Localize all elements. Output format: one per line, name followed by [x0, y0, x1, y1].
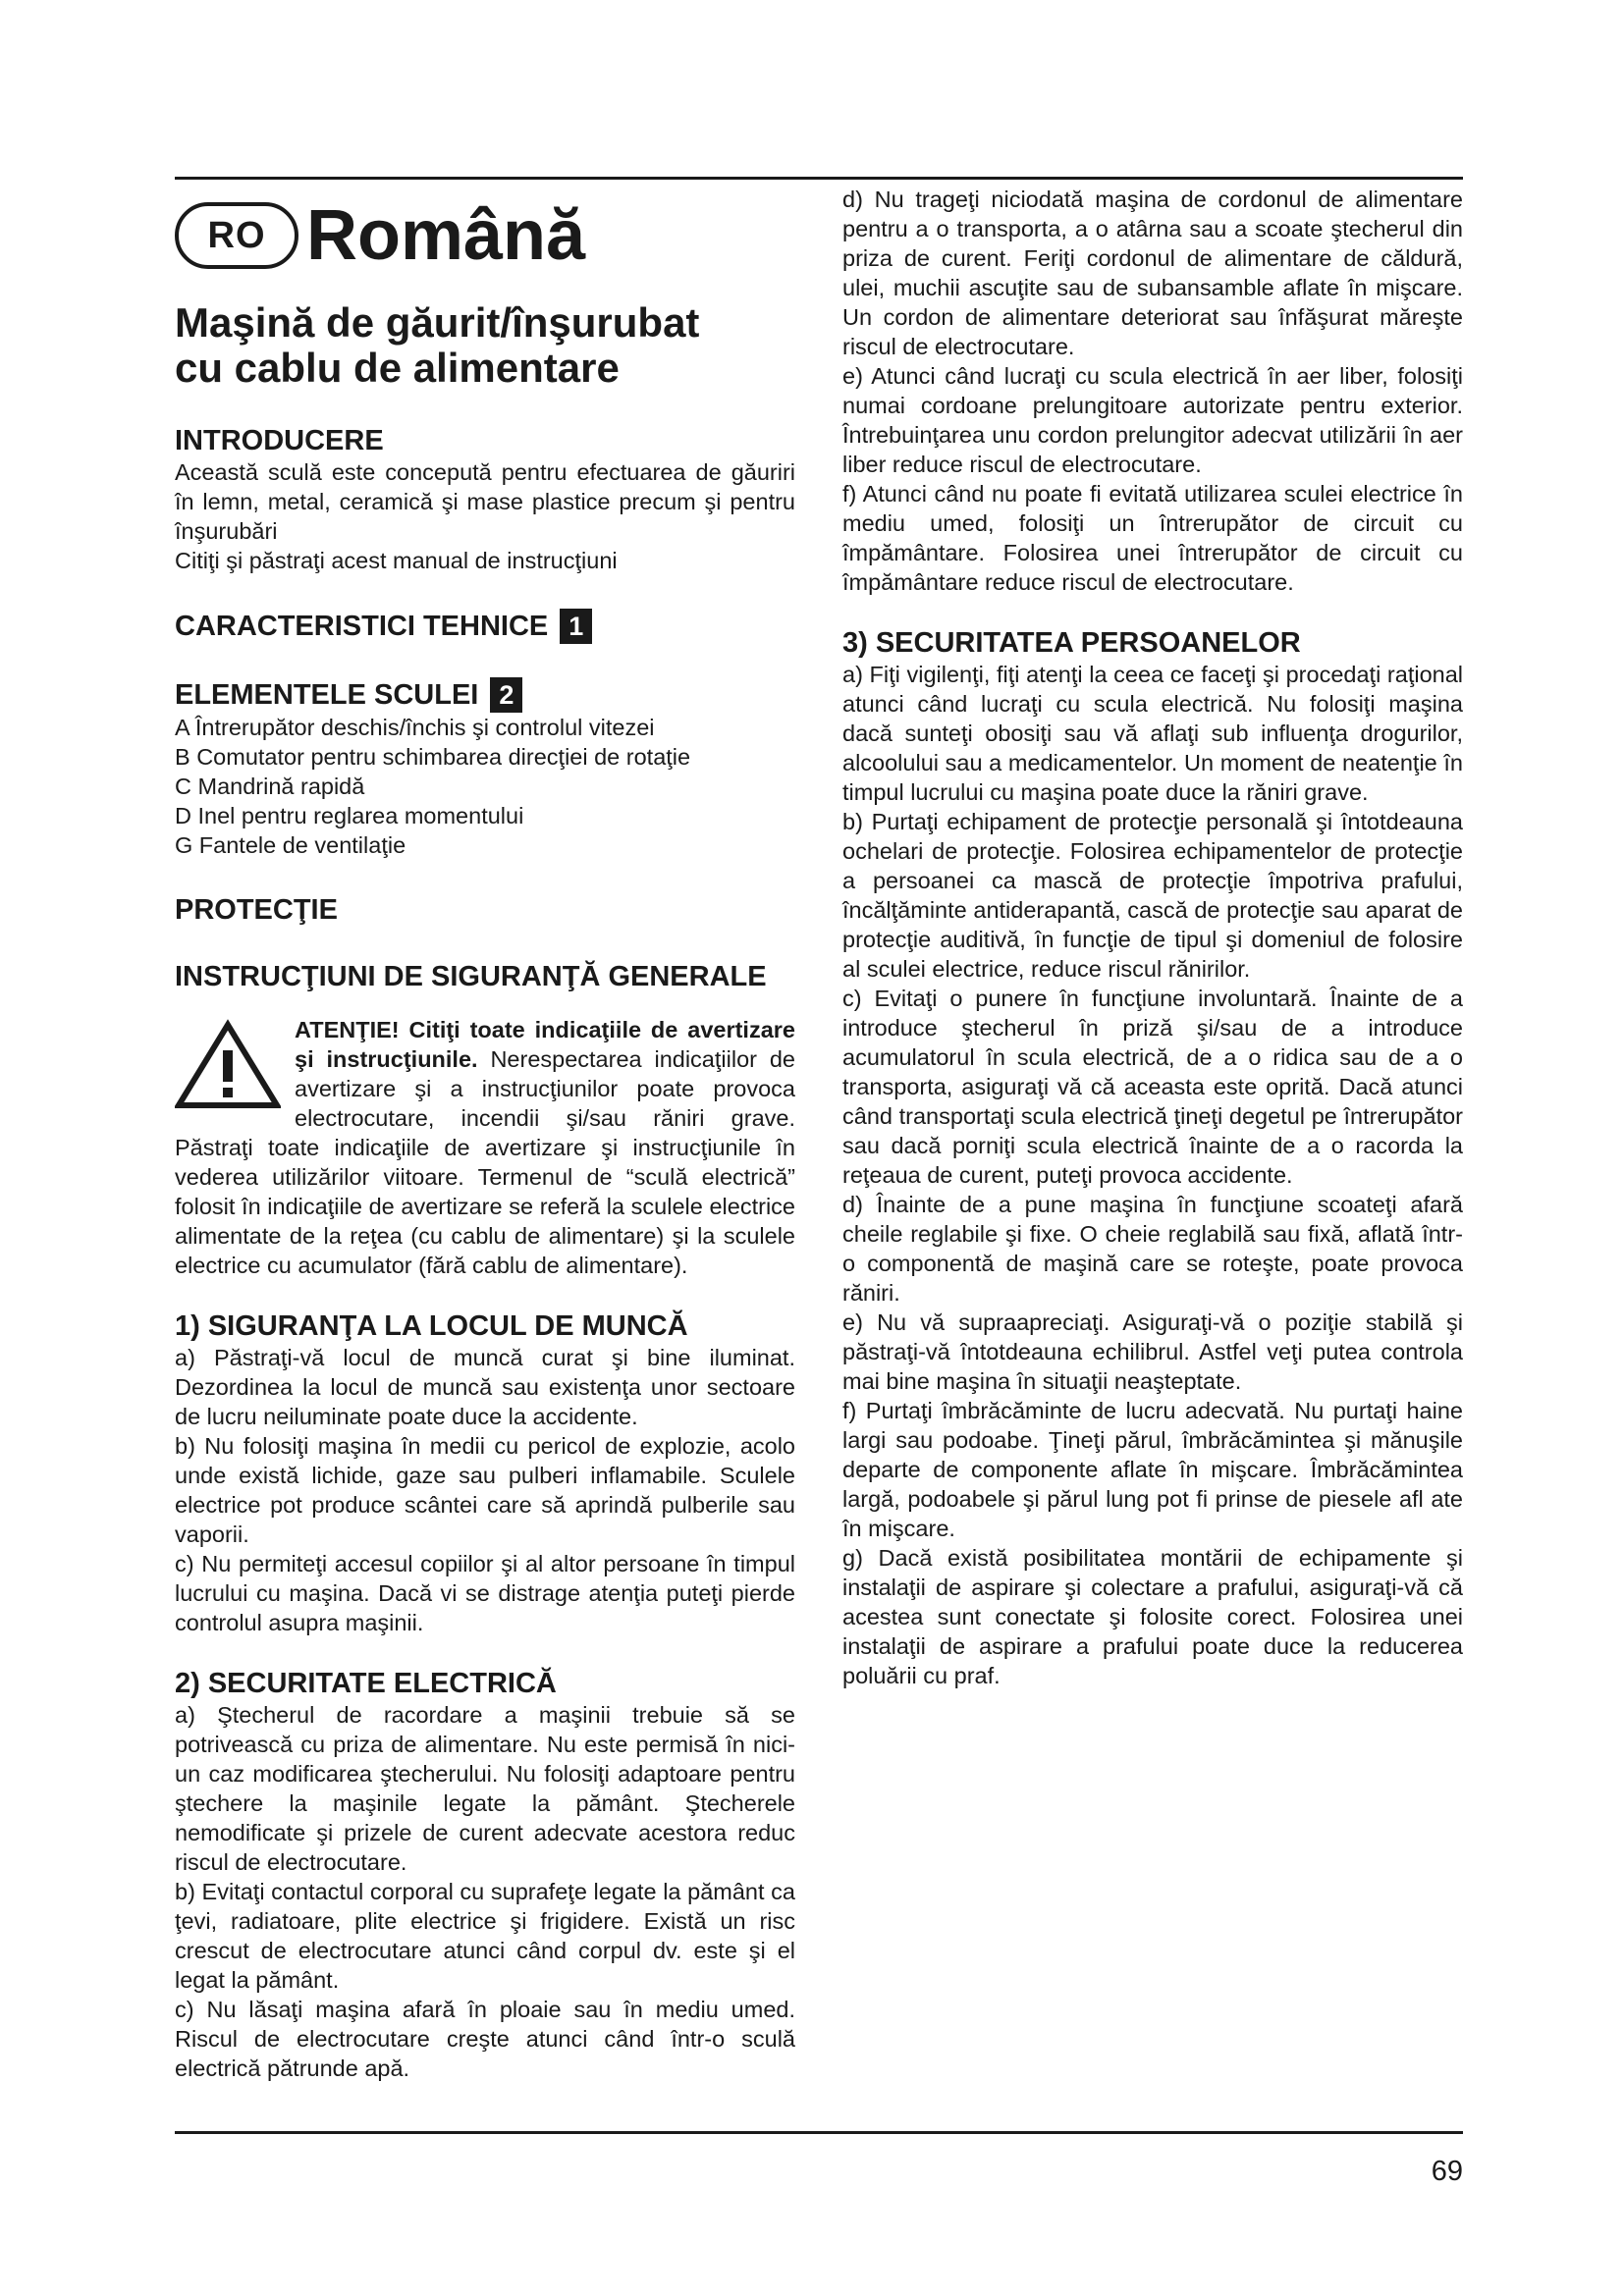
title-line-2: cu cablu de alimentare: [175, 345, 620, 391]
left-column: [175, 185, 795, 2083]
figure-1-badge: 1: [560, 609, 592, 644]
language-title: Română: [306, 196, 586, 275]
list-item: C Mandrină rapidă: [175, 774, 365, 799]
personal-item-d: d) Înainte de a pune maşina în funcţiune scoateţi afară cheile reglabile şi fixe. O cheie reglabilă sau fixă, aflată într-o componentă de maşină care se roteşte, poate provoca răniri.: [842, 1192, 1463, 1306]
intro-heading: INTRODUCERE: [175, 425, 384, 456]
personal-item-c: c) Evitaţi o punere în funcţiune involuntară. Înainte de a introduce ştecherul în priză şi/sau de a introduce acumulatorul în scula electrică, de a o ridica sau de a o transporta, asiguraţi vă că aceasta este oprită. Dacă atunci când transportaţi scula electrică ţineţi degetul pe întrerupător sau dacă porniţi scula electrică înainte de a o racorda la reţeaua de curent, puteţi provoca accidente.: [842, 986, 1463, 1188]
workplace-item-c: c) Nu permiteţi accesul copiilor şi al altor persoane în timpul lucrului cu maşina. Dacă vi se distrage atenţia puteţi pierde controlul asupra maşinii.: [175, 1551, 795, 1635]
electrical-item-d: d) Nu trageţi niciodată maşina de cordonul de alimentare pentru a o transporta, a o atârna sau a scoate ştecherul din priza de curent. Feriţi cordonul de alimentare de căldură, ulei, muchii ascuţite sau de subansamble aflate în mişcare. Un cordon de alimentare deteriorat sau înfăşurat măreşte riscul de electrocutare.: [842, 187, 1463, 359]
electrical-item-e: e) Atunci când lucraţi cu scula electrică în aer liber, folosiţi numai cordoane prelungitoare autorizate pentru exterior. Întrebuinţarea unu cordon prelungitor adecvat utilizării în aer liber reduce riscul de electrocutare.: [842, 363, 1463, 477]
electrical-item-a: a) Ştecherul de racordare a maşinii trebuie să se potrivească cu priza de alimentare. Nu este permisă în nici-un caz modificarea ştecherului. Nu folosiţi adaptoare pentru ştechere la maşinile legate la pământ. Ştecherele nemodificate şi prizele de curent adecvate acestora reduc riscul de electrocutare.: [175, 1702, 795, 1875]
intro-read-manual: Citiţi şi păstraţi acest manual de instrucţiuni: [175, 548, 618, 573]
electrical-item-b: b) Evitaţi contactul corporal cu suprafeţe legate la pământ ca ţevi, radiatoare, plite electrice şi frigidere. Există un risc crescut de electrocutare atunci când corpul dv. este şi el legat la pământ.: [175, 1879, 795, 1993]
list-item: G Fantele de ventilaţie: [175, 832, 406, 858]
intro-paragraph: Această sculă este concepută pentru efectuarea de găuriri în lemn, metal, ceramică şi mase plastice precum şi pentru înşurubări: [175, 459, 795, 544]
specs-heading: [175, 609, 795, 644]
page-number: 69: [1431, 2156, 1463, 2187]
personal-item-f: f) Purtaţi îmbrăcăminte de lucru adecvată. Nu purtaţi haine largi sau podoabe. Ţineţi părul, îmbrăcămintea şi mănuşile departe de componente aflate în mişcare. Îmbrăcămintea largă, podoabele şi părul lung pot fi prinse de piesele afl ate în mişcare.: [842, 1398, 1463, 1541]
warning-block: [175, 1015, 795, 1280]
language-header: [175, 188, 795, 283]
warning-body-text: Nerespectarea indicaţiilor de avertizare şi a instrucţiunilor poate provoca electrocutare, incendii şi/sau răniri grave. Păstraţi toate indicaţiile de avertizare şi instrucţiunile în vederea utilizărilor viitoare. Termenul de “sculă electrică” folosit în indicaţiile de avertizare se referă la sculele electrice alimentate de la reţea (cu cablu de alimentare) şi la sculele electrice cu acumulator (fără cablu de alimentare).: [175, 1046, 795, 1278]
bottom-rule: [175, 2131, 1463, 2134]
safety-heading: INSTRUCŢIUNI DE SIGURANŢĂ GENERALE: [175, 961, 767, 992]
top-rule: [175, 177, 1463, 180]
personal-item-e: e) Nu vă supraapreciaţi. Asiguraţi-vă o poziţie stabilă şi păstraţi-vă întotdeauna echilibrul. Astfel veţi putea controla mai bine maşina în situaţii neaşteptate.: [842, 1309, 1463, 1394]
workplace-heading: 1) SIGURANŢA LA LOCUL DE MUNCĂ: [175, 1310, 688, 1342]
elements-heading: [175, 677, 795, 713]
figure-2-badge: 2: [490, 677, 522, 713]
elements-list: [175, 713, 795, 860]
warning-triangle-icon: [175, 1019, 281, 1109]
personal-item-g: g) Dacă există posibilitatea montării de echipamente şi instalaţii de aspirare şi colectare a prafului, asiguraţi-vă că acestea sunt conectate şi folosite corect. Folosirea unei instalaţii de aspirare a prafului poate duce la reducerea poluării cu praf.: [842, 1545, 1463, 1688]
personal-item-b: b) Purtaţi echipament de protecţie personală şi întotdeauna ochelari de protecţie. Folosirea echipamentelor de protecţie a persoanei ca mască de protecţie împotriva prafului, încălţăminte antiderapantă, cască de protecţie sau aparat de protecţie auditivă, în funcţie de tipul şi domeniul de folosire al sculei electrice, reduce riscul rănirilor.: [842, 809, 1463, 982]
language-code-badge: RO: [175, 202, 298, 269]
list-item: D Inel pentru reglarea momentului: [175, 803, 524, 828]
document-title: [175, 300, 795, 391]
list-item: A Întrerupător deschis/închis şi controlul vitezei: [175, 715, 655, 740]
workplace-item-b: b) Nu folosiţi maşina în medii cu pericol de explozie, acolo unde există lichide, gaze sau pulberi inflamabile. Sculele electrice pot produce scântei care să aprindă pulberile sau vaporii.: [175, 1433, 795, 1547]
specs-heading-text: CARACTERISTICI TEHNICE: [175, 611, 549, 642]
right-column: [842, 185, 1463, 1690]
electrical-heading: 2) SECURITATE ELECTRICĂ: [175, 1668, 557, 1699]
title-line-1: Maşină de găurit/înşurubat: [175, 299, 700, 346]
elements-heading-text: ELEMENTELE SCULEI: [175, 679, 479, 711]
personal-heading: 3) SECURITATEA PERSOANELOR: [842, 627, 1301, 659]
warning-bold-text: ATENŢIE! Citiţi toate indicaţiile de avertizare şi instrucţiunile.: [295, 1017, 795, 1072]
workplace-item-a: a) Păstraţi-vă locul de muncă curat şi bine iluminat. Dezordinea la locul de muncă sau existenţa unor sectoare de lucru neiluminate poate duce la accidente.: [175, 1345, 795, 1429]
protection-heading: PROTECŢIE: [175, 894, 338, 926]
electrical-item-c: c) Nu lăsaţi maşina afară în ploaie sau în mediu umed. Riscul de electrocutare creşte atunci când într-o sculă electrică pătrunde apă.: [175, 1997, 795, 2081]
list-item: B Comutator pentru schimbarea direcţiei de rotaţie: [175, 744, 691, 770]
electrical-item-f: f) Atunci când nu poate fi evitată utilizarea sculei electrice în mediu umed, folosiţi un întrerupător de circuit cu împământare. Folosirea unei întrerupător de circuit cu împământare reduce riscul de electrocutare.: [842, 481, 1463, 595]
personal-item-a: a) Fiţi vigilenţi, fiţi atenţi la ceea ce faceţi şi procedaţi raţional atunci când lucraţi cu scula electrică. Nu folosiţi maşina dacă sunteţi obosiţi sau vă aflaţi sub influenţa drogurilor, alcoolului sau a medicamentelor. Un moment de neatenţie în timpul lucrului cu maşina poate duce la răniri grave.: [842, 662, 1463, 805]
